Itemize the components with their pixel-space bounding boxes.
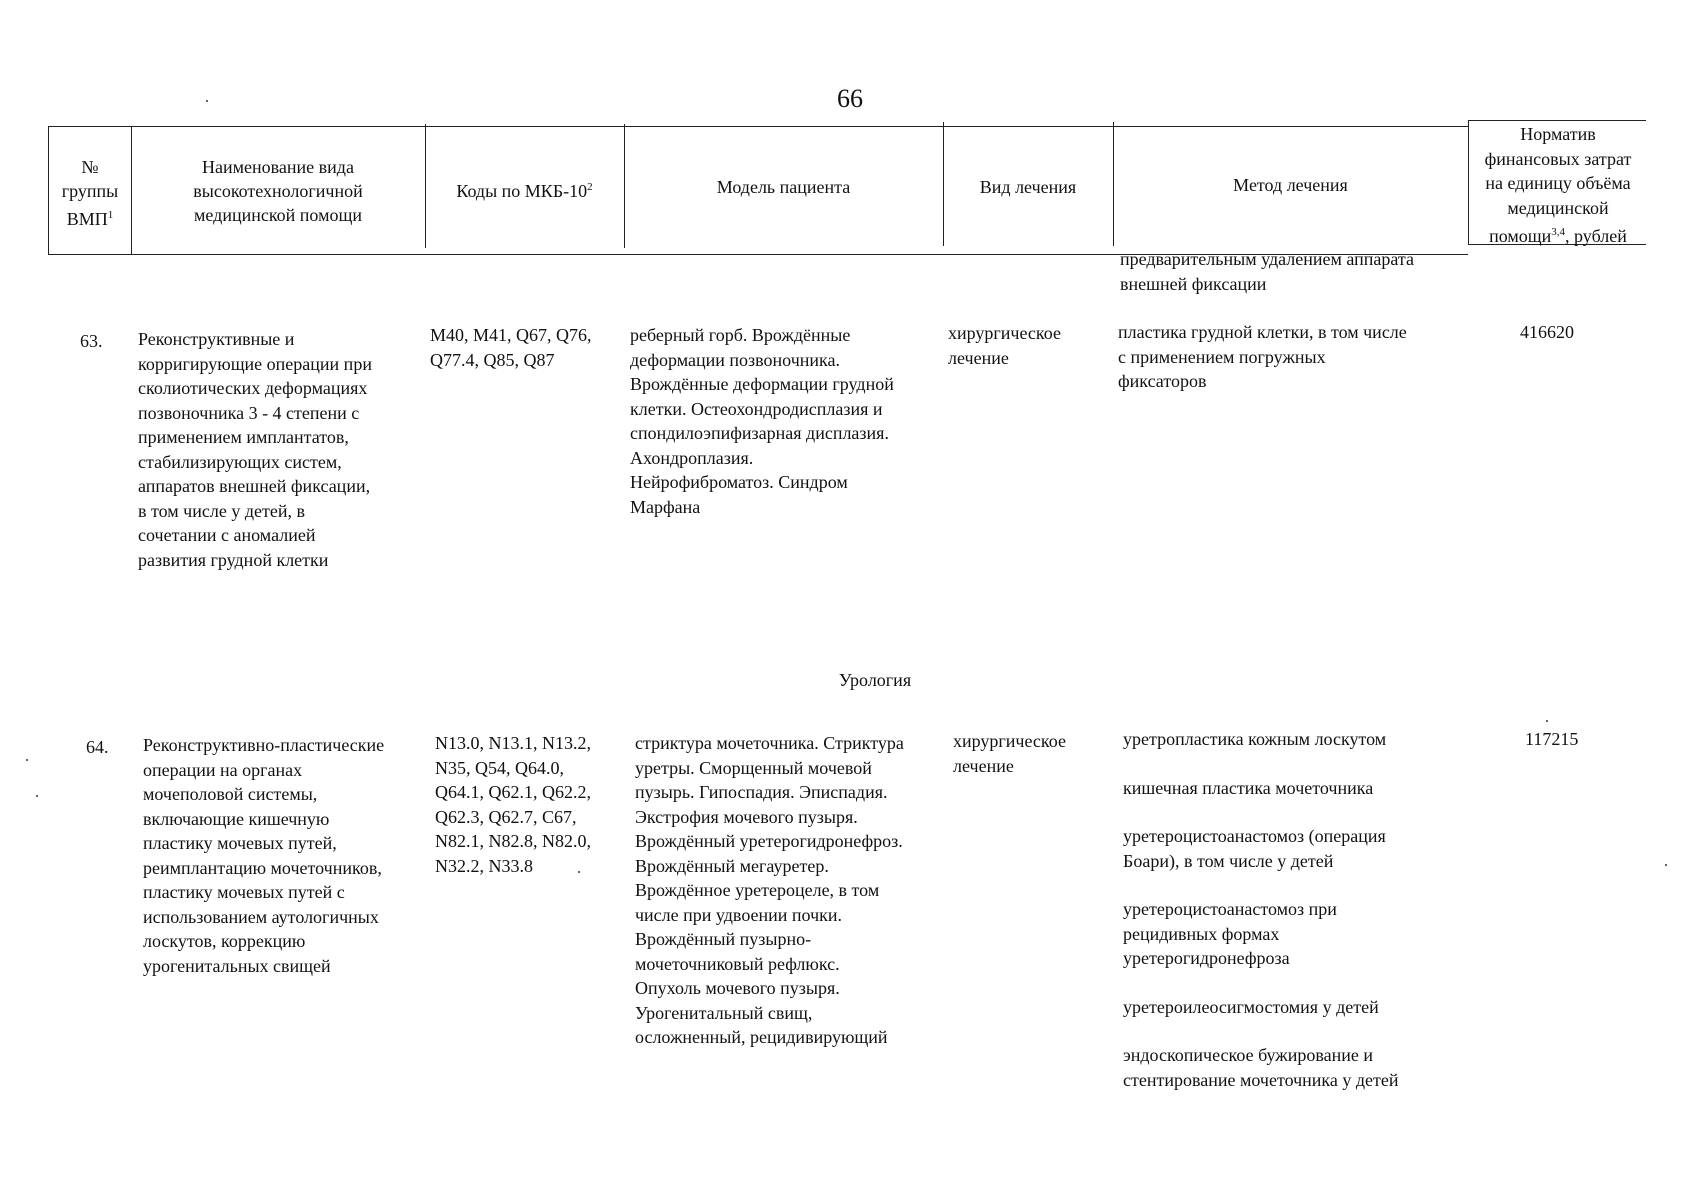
treatment-line: хирургическое bbox=[948, 323, 1061, 343]
model-line: стриктура мочеточника. Стриктура bbox=[635, 733, 904, 753]
scan-speck bbox=[1665, 864, 1667, 866]
model-line: мочеточниковый рефлюкс. bbox=[635, 953, 840, 974]
header-col-cost-line: медицинской bbox=[1507, 197, 1609, 218]
header-col-number-line bbox=[52, 203, 128, 231]
header-col-divider bbox=[425, 124, 426, 248]
name-line: стабилизирующих систем, bbox=[138, 451, 342, 472]
header-col-number-line: группы bbox=[61, 181, 119, 201]
name-line: лоскутов, коррекцию bbox=[143, 931, 306, 951]
name-line: реимплантацию мочеточников, bbox=[143, 857, 382, 878]
row-63-model bbox=[630, 323, 894, 519]
name-line: урогенитальных свищей bbox=[143, 955, 331, 976]
method-line: уретерогидронефроза bbox=[1123, 948, 1290, 968]
row-64-number: 64. bbox=[86, 737, 109, 757]
name-line: в том числе у детей, в bbox=[138, 500, 305, 521]
header-top-rule bbox=[48, 126, 1468, 127]
scan-speck bbox=[36, 795, 38, 797]
continuation-method bbox=[1120, 247, 1414, 296]
header-col-cost bbox=[1470, 122, 1646, 249]
name-line: включающие кишечную bbox=[143, 808, 330, 829]
method-line: фиксаторов bbox=[1118, 371, 1207, 391]
model-line: клетки. Остеохондродисплазия и bbox=[630, 398, 883, 419]
header-col-number-last: ВМП bbox=[66, 209, 108, 229]
scan-speck bbox=[578, 871, 580, 873]
model-line: Врождённые деформации грудной bbox=[630, 374, 894, 394]
treatment-line: лечение bbox=[953, 755, 1014, 776]
method-line: стентирование мочеточника у детей bbox=[1123, 1069, 1399, 1090]
header-col-divider bbox=[624, 124, 625, 248]
method-line: пластика грудной клетки, в том числе bbox=[1118, 322, 1407, 342]
model-line: Врождённый мегауретер. bbox=[635, 855, 829, 876]
header-col-codes bbox=[428, 175, 621, 203]
header-col-cost-line bbox=[1470, 220, 1646, 249]
name-line: операции на органах bbox=[143, 759, 303, 780]
method-line: уретероцистоанастомоз (операция bbox=[1123, 826, 1386, 846]
header-col-name bbox=[134, 155, 422, 227]
method-line: предварительным удалением аппарата bbox=[1120, 249, 1414, 269]
footnote-marker: 3,4 bbox=[1551, 226, 1566, 238]
row-63-codes bbox=[430, 323, 592, 372]
method-line: эндоскопическое бужирование и bbox=[1123, 1045, 1374, 1065]
method-gap bbox=[1123, 971, 1399, 995]
codes-line: M40, M41, Q67, Q76, bbox=[430, 325, 592, 345]
name-line: пластику мочевых путей с bbox=[143, 882, 345, 902]
row-63-name bbox=[138, 327, 372, 572]
model-line: Марфана bbox=[630, 496, 701, 517]
header-col-codes-text: Коды по МКБ-10 bbox=[456, 181, 588, 201]
header-col-method: Метод лечения bbox=[1233, 175, 1348, 195]
name-line: применением имплантатов, bbox=[138, 427, 349, 447]
model-line: осложненный, рецидивирующий bbox=[635, 1027, 888, 1047]
name-line: позвоночника 3 - 4 степени с bbox=[138, 402, 360, 423]
codes-line: N32.2, N33.8 bbox=[435, 855, 533, 876]
model-line: спондилоэпифизарная дисплазия. bbox=[630, 423, 889, 443]
name-line: использованием аутологичных bbox=[143, 906, 379, 927]
header-col-divider bbox=[943, 122, 944, 246]
treatment-line: хирургическое bbox=[953, 731, 1066, 751]
method-line: Боари), в том числе у детей bbox=[1123, 850, 1334, 871]
model-line: пузырь. Гипоспадия. Эписпадия. bbox=[635, 782, 888, 802]
model-line: Врождённое уретероцеле, в том bbox=[635, 880, 880, 900]
header-col-cost-suffix: , рублей bbox=[1565, 226, 1627, 246]
method-line: уретропластика кожным лоскутом bbox=[1123, 729, 1387, 749]
model-line: Опухоль мочевого пузыря. bbox=[635, 978, 840, 998]
row-63-cost: 416620 bbox=[1520, 322, 1574, 342]
method-gap bbox=[1123, 752, 1399, 776]
model-line: Врождённый уретерогидронефроз. bbox=[635, 831, 903, 851]
method-gap bbox=[1123, 1019, 1399, 1043]
method-line: рецидивных формах bbox=[1123, 923, 1280, 944]
name-line: сочетании с аномалией bbox=[138, 525, 316, 545]
header-col-cost-last: помощи bbox=[1489, 226, 1552, 246]
header-col-number-line: № bbox=[81, 157, 99, 177]
model-line: реберный горб. Врождённые bbox=[630, 325, 851, 345]
name-line: сколиотических деформациях bbox=[138, 378, 368, 398]
header-top-rule-right bbox=[1468, 120, 1646, 121]
row-64-name bbox=[143, 733, 384, 978]
scan-speck bbox=[1546, 720, 1548, 722]
name-line: Реконструктивно-пластические bbox=[143, 735, 385, 755]
method-gap bbox=[1123, 873, 1399, 897]
header-col-divider bbox=[1113, 122, 1114, 246]
model-line: Нейрофиброматоз. Синдром bbox=[630, 472, 848, 492]
header-col-name-line: медицинской помощи bbox=[194, 205, 362, 225]
scan-speck bbox=[26, 759, 28, 761]
footnote-marker: 1 bbox=[107, 209, 114, 221]
method-line: с применением погружных bbox=[1118, 346, 1326, 367]
header-col-name-line: Наименование вида bbox=[202, 157, 354, 177]
model-line: Экстрофия мочевого пузыря. bbox=[635, 806, 858, 827]
codes-line: Q62.3, Q62.7, C67, bbox=[435, 806, 577, 827]
header-col-name-line: высокотехнологичной bbox=[193, 181, 363, 201]
row-63-treatment bbox=[948, 321, 1061, 370]
method-line: уретероилеосигмостомия у детей bbox=[1123, 996, 1379, 1017]
method-gap bbox=[1123, 800, 1399, 824]
model-line: Ахондроплазия. bbox=[630, 447, 754, 468]
codes-line: N13.0, N13.1, N13.2, bbox=[435, 733, 591, 753]
model-line: Урогенитальный свищ, bbox=[635, 1002, 813, 1023]
method-line: уретероцистоанастомоз при bbox=[1123, 899, 1337, 919]
row-64-treatment bbox=[953, 729, 1066, 778]
section-title: Урология bbox=[838, 670, 912, 690]
row-63-number: 63. bbox=[80, 331, 103, 351]
codes-line: N82.1, N82.8, N82.0, bbox=[435, 831, 591, 851]
header-col-cost-line: на единицу объёма bbox=[1485, 173, 1631, 193]
model-line: уретры. Сморщенный мочевой bbox=[635, 757, 872, 778]
row-63-method bbox=[1118, 320, 1407, 394]
treatment-line: лечение bbox=[948, 347, 1009, 368]
row-64-codes bbox=[435, 731, 591, 878]
scan-speck bbox=[206, 100, 208, 102]
name-line: мочеполовой системы, bbox=[143, 784, 318, 804]
name-line: развития грудной клетки bbox=[138, 549, 329, 570]
method-line: внешней фиксации bbox=[1120, 273, 1267, 294]
page-number: 66 bbox=[837, 84, 863, 113]
header-col-treatment: Вид лечения bbox=[979, 177, 1077, 197]
header-col-divider bbox=[1468, 120, 1469, 244]
header-col-number bbox=[52, 155, 128, 231]
codes-line: Q77.4, Q85, Q87 bbox=[430, 349, 555, 370]
name-line: пластику мочевых путей, bbox=[143, 833, 337, 853]
codes-line: Q64.1, Q62.1, Q62.2, bbox=[435, 782, 591, 802]
header-col-divider bbox=[131, 126, 132, 254]
method-line: кишечная пластика мочеточника bbox=[1123, 777, 1374, 798]
row-64-cost: 117215 bbox=[1525, 729, 1579, 749]
header-col-model: Модель пациента bbox=[716, 177, 851, 197]
header-col-divider bbox=[48, 126, 49, 254]
row-64-methods bbox=[1123, 727, 1399, 1092]
model-line: деформации позвоночника. bbox=[630, 349, 840, 370]
codes-line: N35, Q54, Q64.0, bbox=[435, 757, 564, 778]
footnote-marker: 2 bbox=[587, 181, 593, 193]
row-64-model bbox=[635, 731, 904, 1050]
name-line: корригирующие операции при bbox=[138, 353, 372, 374]
name-line: аппаратов внешней фиксации, bbox=[138, 476, 371, 496]
model-line: Врождённый пузырно- bbox=[635, 929, 812, 949]
name-line: Реконструктивные и bbox=[138, 329, 295, 349]
header-col-cost-line: Норматив bbox=[1520, 124, 1596, 144]
header-col-cost-line: финансовых затрат bbox=[1484, 148, 1632, 169]
model-line: числе при удвоении почки. bbox=[635, 904, 843, 925]
